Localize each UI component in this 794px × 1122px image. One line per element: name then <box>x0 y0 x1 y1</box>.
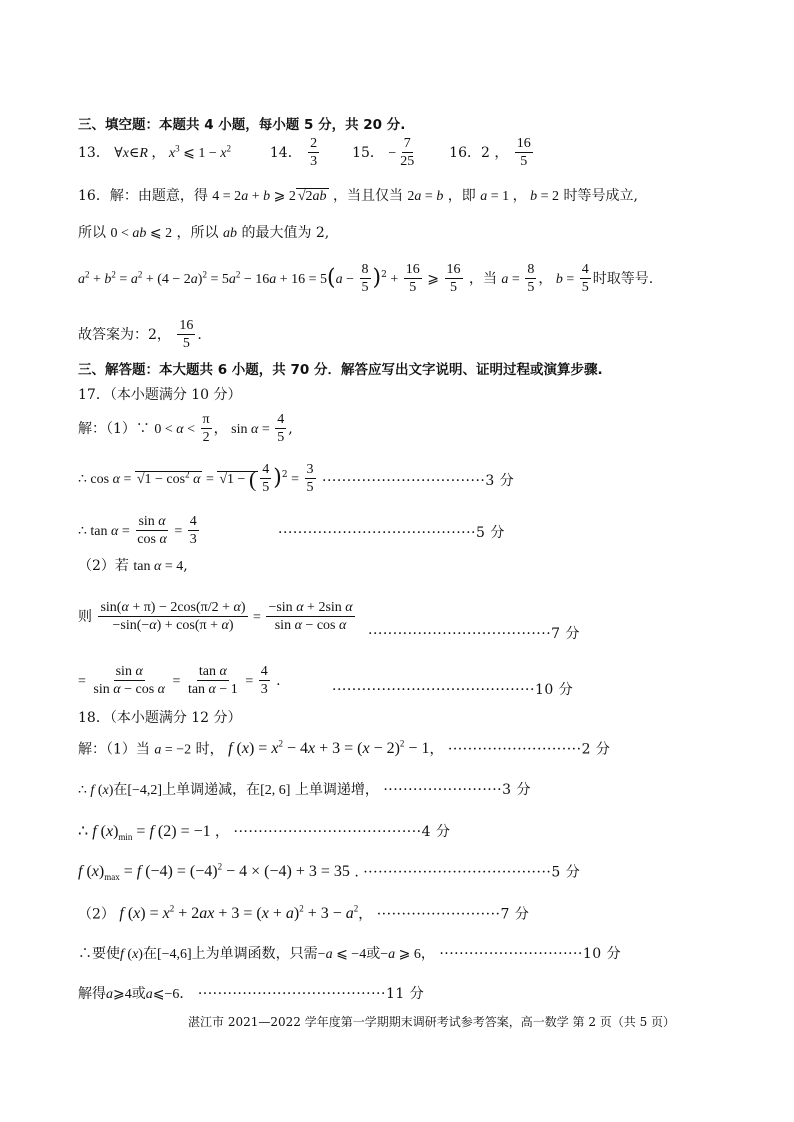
section-heading-solve: 三、解答题：本大题共 6 小题，共 70 分．解答应写出文字说明、证明过程或演算步骤. <box>78 362 603 378</box>
q18-score-4: ······································4 分 <box>233 824 451 840</box>
q18-title: 18．（本小题满分 12 分） <box>78 710 242 726</box>
q16-answer: $\frac{16}{5}$ <box>516 136 531 170</box>
q17-score-3: ·································3 分 <box>322 473 515 489</box>
q14-answer: $\frac{2}{3}$ <box>310 136 318 170</box>
q18-score-2: ···························2 分 <box>447 741 611 758</box>
q16-solution-line-1: 16．解：由题意，得 4 = 2a + b ⩾ 2 √2ab ，当且仅当 2a = b ，即 a = 1 ， b = 2 时等号成立, <box>78 188 638 204</box>
q18-score-11: ······································11 分 <box>197 986 425 1002</box>
q13-answer: ∀x∈R ， $x^3$ ⩽ $1 - x^2$ <box>114 143 231 161</box>
q17-line-3: ∴ tan α = $\frac{\text{sin α}}{\text{cos α}}$ = $\frac{4}{3}$ <box>78 514 197 548</box>
q18-line-4: f $(x)_{max} = f$ $(-4) = (-4)^2 - 4 \times (-4) + 3 = 35$ . ······································5 分 <box>78 862 581 883</box>
section-heading-fill: 三、填空题：本题共 4 小题，每小题 5 分，共 20 分. <box>78 117 406 133</box>
q18-line-6: ∴要使f (x)在[−4,6]上为单调函数，只需−a ⩽ −4或−a ⩾ 6， ·····························10 分 <box>78 946 622 962</box>
q17-line-4: 则 $\frac{\sin(\alpha + \pi) - 2\cos(\pi/2 + \alpha)}{-\sin(-\alpha) + \cos(\pi + \alpha)}$ = $\frac{\text{−sin α + 2sin α}}{\text{sin α − cos α}}$ <box>78 600 353 634</box>
q17-line-1: 解：（1）∵ 0 < α < $\frac{\pi}{2}$ ， sin α = $\frac{4}{5}$ , <box>78 412 293 446</box>
q18-line-2: ∴ f (x)在[−4,2]上单调递减，在[2, 6] 上单调递增， ························3 分 <box>78 782 531 798</box>
q15-label: 15． <box>352 144 384 161</box>
q15-answer: $\frac{7}{25}$ <box>400 136 415 170</box>
q17-title: 17．（本小题满分 10 分） <box>78 387 242 403</box>
q18-line-5: （2） f $(x) = x^2 + 2ax + 3 = (x + a)^2 + 3 - a^2$， ·························7 分 <box>78 904 530 923</box>
q18-score-3: ························3 分 <box>383 782 531 798</box>
q16-final-answer: 故答案为：2， $\frac{16}{5}$ . <box>78 318 202 352</box>
q16-solution-line-2: 所以 0 < ab ⩽ 2 ，所以 ab 的最大值为 2, <box>78 225 330 241</box>
q17-line-2: ∴ $\cos \alpha = √1 - \cos^2 \alpha = √1$ − ( $\frac{4}{5}$ )$^2$ = $\frac{3}{5}$ <box>78 462 314 496</box>
q16-solution-line-3: $a^2 + b^2 = a^2 + (4 - 2a)^2 = 5a^2 - 16a + 16 = 5(a$ − $\frac{8}{5}$ )$^2$ + $\frac{16}{5}$ ⩾ $\frac{16}{5}$ ，当 a = $\frac{8}{5}$ ， b = $\frac{4}{5}$ 时取等号. <box>78 262 654 296</box>
page-footer: 湛江市 2021—2022 学年度第一学期期末调研考试参考答案，高一数学 第 2 页（共 5 页） <box>188 1015 676 1029</box>
fill-answers-line: 13． ∀x∈R ， $x^3$ ⩽ $1 - x^2$ 14． $\frac{2}{3}$ 15． − $\frac{7}{25}$ 16．2 ， $\frac{16}{5}$ <box>78 136 531 170</box>
q16-label: 16．2 ， <box>449 144 509 161</box>
q18-score-7: ·························7 分 <box>376 906 530 923</box>
q14-label: 14． <box>269 144 302 161</box>
q13-label: 13． <box>78 144 110 161</box>
q17-score-10: ·········································10 分 <box>332 682 574 698</box>
q18-line-1: 解：（1）当 a = −2 时， f $(x) = x^2 - 4x + 3 = (x - 2)^2 - 1$， ···························2 分 <box>78 739 611 758</box>
q18-line-3: ∴ f $(x)_{min} = f$ (2) = −1 ， ······································4 分 <box>78 823 451 843</box>
q17-line-5: = $\frac{\text{sin α}}{\text{sin α − cos α}}$ = $\frac{\text{tan α}}{\text{tan α − 1}}$ = $\frac{4}{3}$ . <box>78 664 281 698</box>
q17-score-7: ·····································7 分 <box>368 626 581 642</box>
q18-score-5: ······································5 分 <box>363 864 581 881</box>
q18-score-10: ·····························10 分 <box>439 946 622 962</box>
q18-line-7: 解得a⩾4或a⩽−6． ······································11 分 <box>78 986 425 1002</box>
q17-score-5: ········································5 分 <box>278 525 505 541</box>
q17-part2: （2）若 tan α = 4, <box>78 558 188 574</box>
